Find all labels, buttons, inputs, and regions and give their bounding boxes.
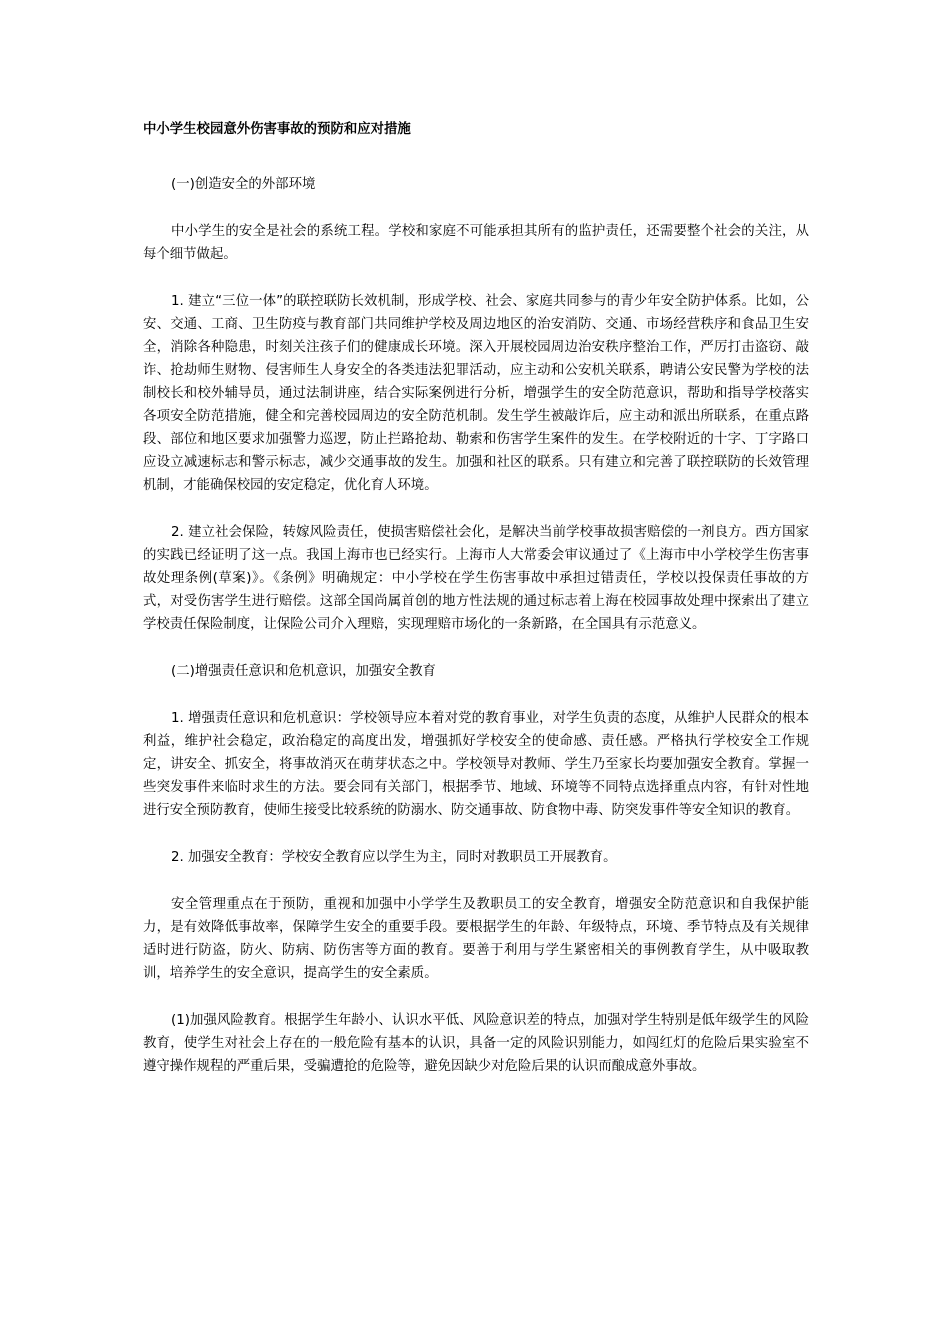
paragraph-2-4: (1)加强风险教育。根据学生年龄小、认识水平低、风险意识差的特点，加强对学生特别是低年级学生的风险教育，使学生对社会上存在的一般危险有基本的认识，具备一定的风险识别能力，如闯红灯的危险后果实验室不遵守操作规程的严重后果，受骗遭抢的危险等，避免因缺少对危险后果的认识而酿成意外事故。 — [143, 1013, 809, 1074]
paragraph-2-2: 2. 加强安全教育：学校安全教育应以学生为主，同时对教职员工开展教育。 — [171, 850, 617, 865]
paragraph-2-3: 安全管理重点在于预防，重视和加强中小学学生及教职员工的安全教育，增强安全防范意识和自我保护能力，是有效降低事故率，保障学生安全的重要手段。要根据学生的年龄、年级特点，环境、季节特点及有关规律适时进行防盗，防火、防病、防伤害等方面的教育。要善于利用与学生紧密相关的事例教育学生，从中吸取教训，培养学生的安全意识，提高学生的安全素质。 — [143, 897, 809, 981]
paragraph-2-1: 1. 增强责任意识和危机意识：学校领导应本着对党的教育事业，对学生负责的态度，从维护人民群众的根本利益，维护社会稳定，政治稳定的高度出发，增强抓好学校安全的使命感、责任感。严格执行学校安全工作规定，讲安全、抓安全，将事故消灭在萌芽状态之中。学校领导对教师、学生乃至家长均要加强安全教育。掌握一些突发事件来临时求生的方法。要会同有关部门，根据季节、地域、环境等不同特点选择重点内容，有针对性地进行安全预防教育，使师生接受比较系统的防溺水、防交通事故、防食物中毒、防突发事件等安全知识的教育。 — [143, 711, 809, 818]
section-heading-1: (一)创造安全的外部环境 — [171, 177, 316, 192]
paragraph-1-2: 2. 建立社会保险，转嫁风险责任，使损害赔偿社会化，是解决当前学校事故损害赔偿的一剂良方。西方国家的实践已经证明了这一点。我国上海市也已经实行。上海市人大常委会审议通过了《上海市中小学校学生伤害事故处理条例(草案)》。《条例》明确规定：中小学校在学生伤害事故中承担过错责任，学校以投保责任事故的方式，对受伤害学生进行赔偿。这部全国尚属首创的地方性法规的通过标志着上海在校园事故处理中探索出了建立学校责任保险制度，让保险公司介入理赔，实现理赔市场化的一条新路，在全国具有示范意义。 — [143, 525, 809, 632]
document-title: 中小学生校园意外伤害事故的预防和应对措施 — [143, 122, 411, 137]
paragraph-1-1: 1. 建立“三位一体”的联控联防长效机制，形成学校、社会、家庭共同参与的青少年安全防护体系。比如，公安、交通、工商、卫生防疫与教育部门共同维护学校及周边地区的治安消防、交通、市场经营秩序和食品卫生安全，消除各种隐患，时刻关注孩子们的健康成长环境。深入开展校园周边治安秩序整治工作，严厉打击盗窃、敲诈、抢劫师生财物、侵害师生人身安全的各类违法犯罪活动，应主动和公安机关联系，聘请公安民警为学校的法制校长和校外辅导员，通过法制讲座，结合实际案例进行分析，增强学生的安全防范意识，帮助和指导学校落实各项安全防范措施，健全和完善校园周边的安全防范机制。发生学生被敲诈后，应主动和派出所联系，在重点路段、部位和地区要求加强警力巡逻，防止拦路抢劫、勒索和伤害学生案件的发生。在学校附近的十字、丁字路口应设立减速标志和警示标志，减少交通事故的发生。加强和社区的联系。只有建立和完善了联控联防的长效管理机制，才能确保校园的安定稳定，优化育人环境。 — [143, 294, 809, 493]
paragraph-intro: 中小学生的安全是社会的系统工程。学校和家庭不可能承担其所有的监护责任，还需要整个社会的关注，从每个细节做起。 — [143, 224, 809, 262]
document-page — [143, 118, 809, 1102]
section-heading-2: (二)增强责任意识和危机意识，加强安全教育 — [171, 664, 436, 679]
